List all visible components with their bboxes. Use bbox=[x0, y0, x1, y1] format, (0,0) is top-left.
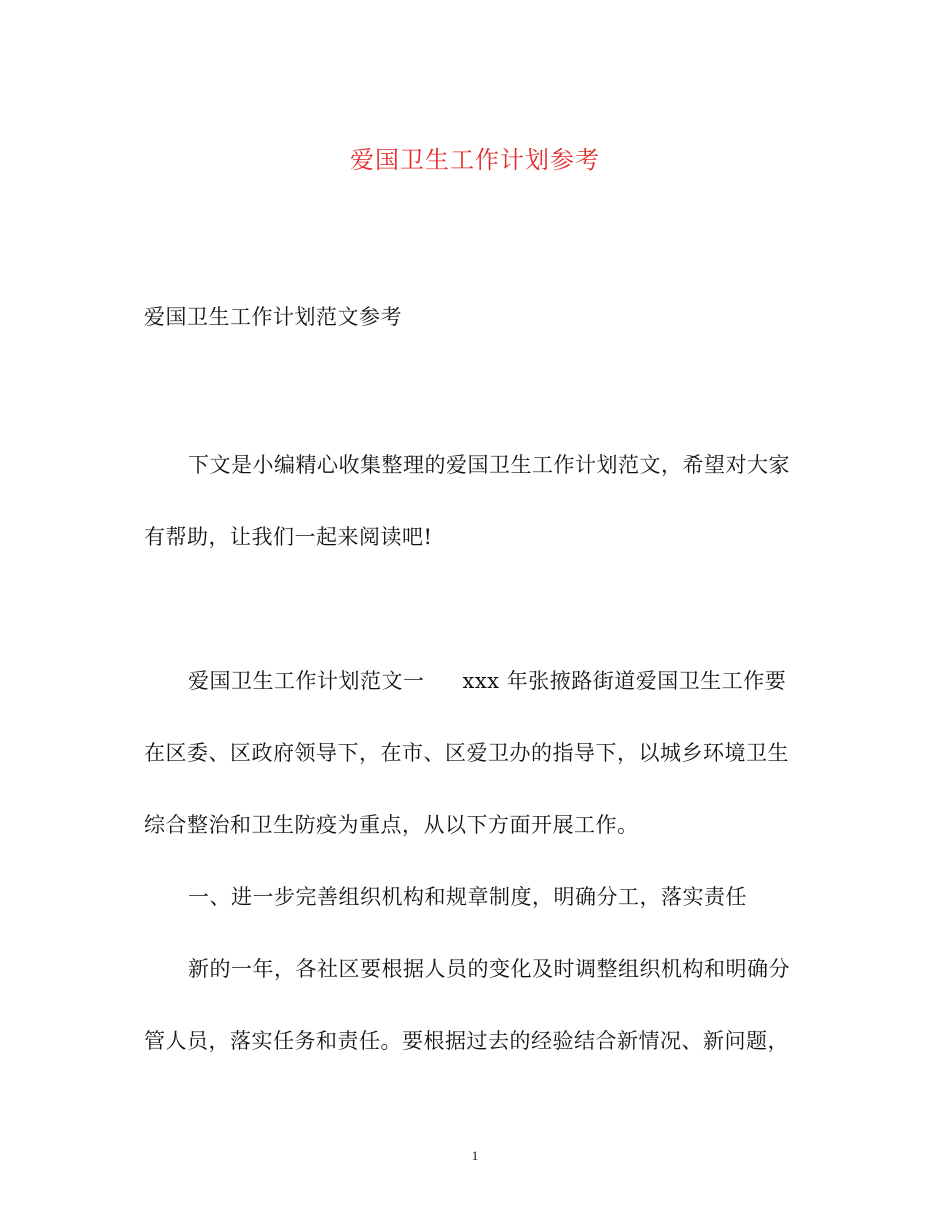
page-number: 1 bbox=[471, 1148, 479, 1163]
document-subtitle: 爱国卫生工作计划范文参考 bbox=[144, 305, 402, 329]
section-one-lead: 爱国卫生工作计划范文一 bbox=[188, 669, 425, 693]
document-title: 爱国卫生工作计划参考 bbox=[350, 146, 600, 174]
section-one-lead-rest: xxx 年张掖路街道爱国卫生工作要 bbox=[462, 669, 787, 693]
section-one-line-1 bbox=[188, 666, 858, 696]
section-one-line-3: 综合整治和卫生防疫为重点，从以下方面开展工作。 bbox=[144, 813, 639, 837]
paragraph-line-1: 新的一年，各社区要根据人员的变化及时调整组织机构和明确分 bbox=[188, 957, 790, 981]
paragraph-line-2: 管人员，落实任务和责任。要根据过去的经验结合新情况、新问题， bbox=[144, 1029, 789, 1053]
section-one-line-2: 在区委、区政府领导下，在市、区爱卫办的指导下，以城乡环境卫生 bbox=[144, 741, 789, 765]
intro-line-2: 有帮助，让我们一起来阅读吧! bbox=[144, 525, 433, 549]
intro-line-1: 下文是小编精心收集整理的爱国卫生工作计划范文，希望对大家 bbox=[188, 453, 790, 477]
heading-one: 一、进一步完善组织机构和规章制度，明确分工，落实责任 bbox=[188, 885, 747, 909]
